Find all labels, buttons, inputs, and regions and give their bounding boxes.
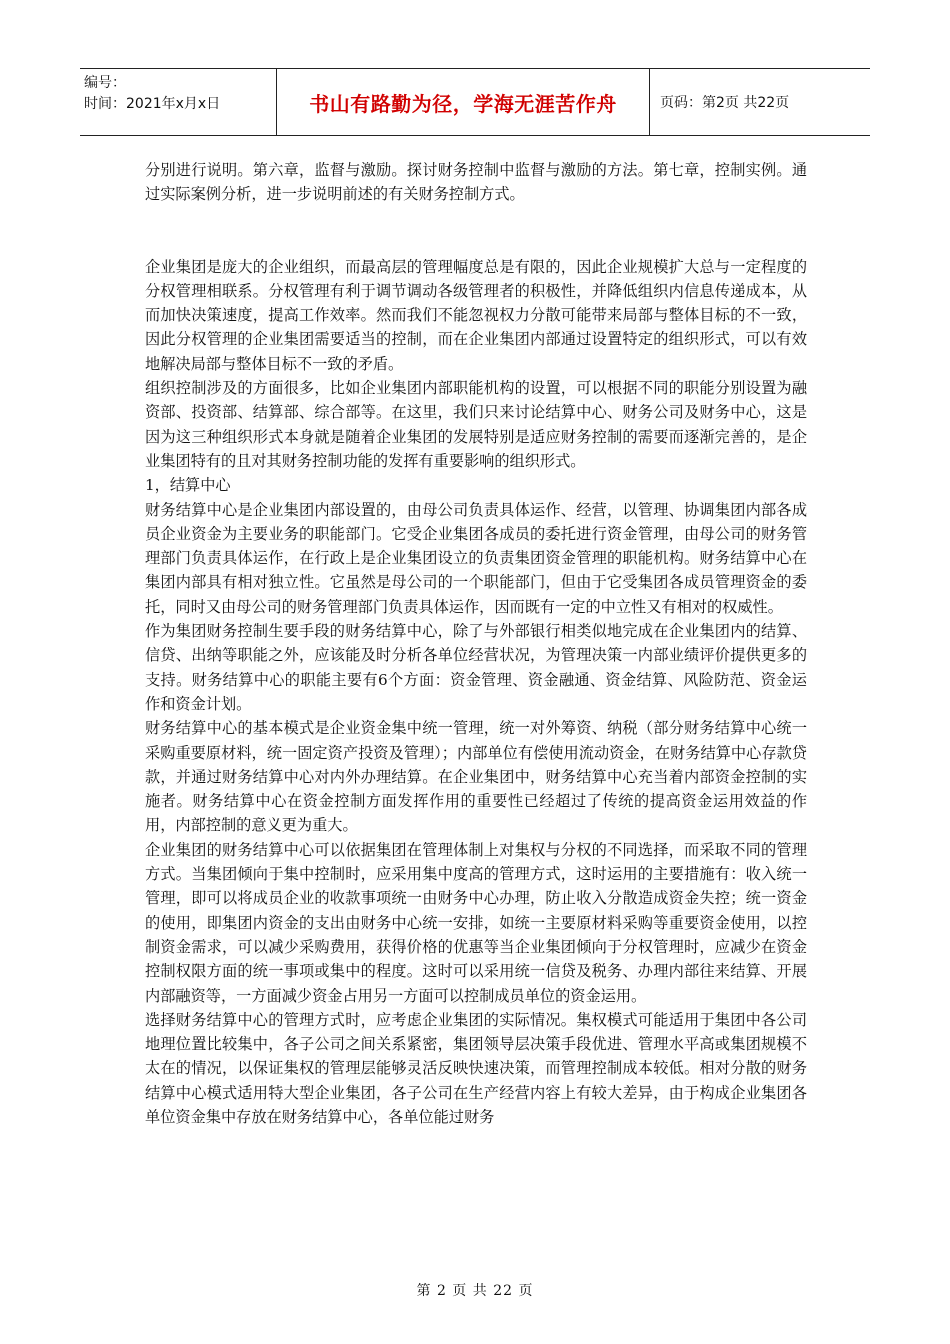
document-date: 时间：2021年x月x日 [84,96,221,112]
paragraph: 选择财务结算中心的管理方式时，应考虑企业集团的实际情况。集权模式可能适用于集团中各公司地理位置比较集中，各子公司之间关系紧密，集团领导层决策手段优进、管理水平高或集团规模不太在的情况，以保证集权的管理层能够灵活反映快速决策，而管理控制成本较低。相对分散的财务结算中心模式适用特大型企业集团，各子公司在生产经营内容上有较大差异，由于构成企业集团各单位资金集中存放在财务结算中心，各单位能过财务 [145,1010,807,1126]
document-body [145,158,807,1129]
paragraph: 作为集团财务控制生要手段的财务结算中心，除了与外部银行相类似地完成在企业集团内的结算、信贷、出纳等职能之外，应该能及时分析各单位经营状况，为管理决策一内部业绩评价提供更多的支持。财务结算中心的职能主要有6个方面：资金管理、资金融通、资金结算、风险防范、资金运作和资金计划。 [145,622,807,713]
paragraph: 组织控制涉及的方面很多，比如企业集团内部职能机构的设置，可以根据不同的职能分别设置为融资部、投资部、结算部、综合部等。在这里，我们只来讨论结算中心、财务公司及财务中心，这是因为这三种组织形式本身就是随着企业集团的发展特别是适应财务控制的需要而逐渐完善的，是企业集团特有的且对其财务控制功能的发挥有重要影响的组织形式。 [145,379,807,470]
document-number-label: 编号： [84,75,126,91]
page-header [80,68,870,136]
paragraph: 财务结算中心的基本模式是企业资金集中统一管理，统一对外筹资、纳税（部分财务结算中心统一采购重要原材料，统一固定资产投资及管理）；内部单位有偿使用流动资金，在财务结算中心存款贷款，并通过财务结算中心对内外办理结算。在企业集团中，财务结算中心充当着内部资金控制的实施者。财务结算中心在资金控制方面发挥作用的重要性已经超过了传统的提高资金运用效益的作用，内部控制的意义更为重大。 [145,719,807,835]
page-footer: 第 2 页 共 22 页 [416,1283,534,1299]
header-motto: 书山有路勤为径，学海无涯苦作舟 [277,69,650,135]
paragraph: 财务结算中心是企业集团内部设置的，由母公司负责具体运作、经营，以管理、协调集团内部各成员企业资金为主要业务的职能部门。它受企业集团各成员的委托进行资金管理，由母公司的财务管理部门负责具体运作，在行政上是企业集团设立的负责集团资金管理的职能机构。财务结算中心在集团内部具有相对独立性。它虽然是母公司的一个职能部门，但由于它受集团各成员管理资金的委托，同时又由母公司的财务管理部门负责具体运作，因而既有一定的中立性又有相对的权威性。 [145,500,807,616]
header-page-info: 页码：第2页 共22页 [660,95,790,111]
section-heading: 1，结算中心 [145,476,231,495]
paragraph: 分别进行说明。第六章，监督与激励。探讨财务控制中监督与激励的方法。第七章，控制实例。通过实际案例分析，进一步说明前述的有关财务控制方式。 [145,161,807,204]
header-meta [80,69,277,135]
paragraph: 企业集团是庞大的企业组织，而最高层的管理幅度总是有限的，因此企业规模扩大总与一定程度的分权管理相联系。分权管理有利于调节调动各级管理者的积极性，并降低组织内信息传递成本，从而加快决策速度，提高工作效率。然而我们不能忽视权力分散可能带来局部与整体目标的不一致，因此分权管理的企业集团需要适当的控制，而在企业集团内部通过设置特定的组织形式，可以有效地解决局部与整体目标不一致的矛盾。 [145,257,807,373]
paragraph: 企业集团的财务结算中心可以依据集团在管理体制上对集权与分权的不同选择，而采取不同的管理方式。当集团倾向于集中控制时，应采用集中度高的管理方式，这时运用的主要措施有：收入统一管理，即可以将成员企业的收款事项统一由财务中心办理，防止收入分散造成资金失控；统一资金的使用，即集团内资金的支出由财务中心统一安排，如统一主要原材料采购等重要资金使用，以控制资金需求，可以减少采购费用，获得价格的优惠等当企业集团倾向于分权管理时，应减少在资金控制权限方面的统一事项或集中的程度。这时可以采用统一信贷及税务、办理内部往来结算、开展内部融资等，一方面减少资金占用另一方面可以控制成员单位的资金运用。 [145,840,807,1005]
section-gap [145,207,807,255]
